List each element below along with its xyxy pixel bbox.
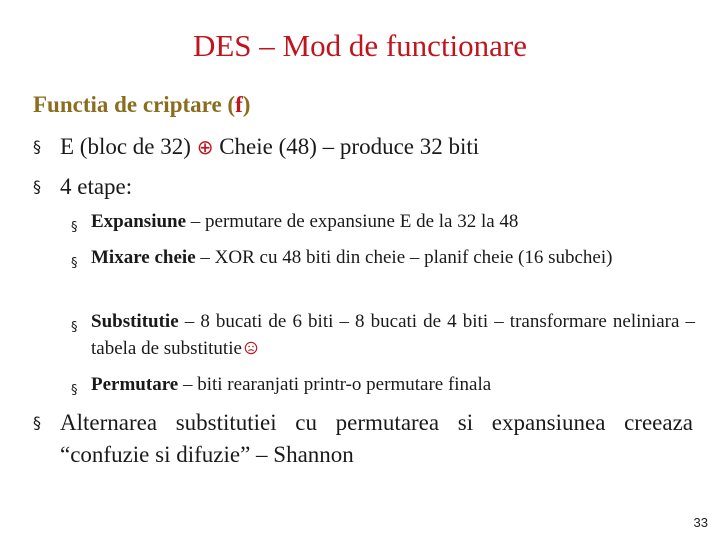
sub-bullet-text	[91, 371, 695, 398]
bullet-marker-icon: §	[71, 220, 78, 235]
bullet-item	[33, 131, 693, 163]
sub-bullet-term: Substitutie	[91, 311, 179, 332]
sub-bullet-desc: – 8 bucati de 6 biti – 8 bucati de 4 biti – transformare neliniara – tabela de substitutie	[91, 311, 695, 359]
sub-bullet-text	[91, 308, 695, 362]
xor-icon: ⊕	[196, 135, 214, 159]
sub-bullet-item	[71, 244, 695, 271]
bullet-marker-icon: §	[71, 320, 78, 335]
sub-bullet-term: Mixare cheie	[91, 247, 196, 268]
section-heading	[33, 90, 250, 120]
heading-suffix: )	[242, 92, 251, 117]
bullet-text-post: Cheie (48) – produce 32 biti	[213, 134, 480, 159]
bullet-marker-icon: §	[33, 413, 41, 432]
bullet-item	[33, 407, 693, 471]
bullet-marker-icon: §	[71, 383, 78, 398]
sad-face-icon	[244, 341, 258, 355]
sub-bullet-desc: – permutare de expansiune E de la 32 la 48	[186, 211, 519, 232]
heading-prefix: Functia de criptare (	[33, 92, 236, 117]
sub-bullet-item	[71, 208, 695, 235]
bullet-marker-icon: §	[71, 256, 78, 271]
heading-f: f	[235, 92, 243, 117]
sub-bullet-term: Expansiune	[91, 211, 187, 232]
bullet-item	[33, 171, 693, 203]
bullet-marker-icon: §	[33, 137, 41, 156]
page-number: 33	[693, 515, 708, 530]
bullet-text-pre: E (bloc de 32)	[60, 134, 197, 159]
sub-bullet-item	[71, 371, 695, 398]
sub-bullet-text	[91, 208, 695, 235]
bullet-marker-icon: §	[33, 177, 41, 196]
bullet-text	[60, 131, 693, 163]
sub-bullet-term: Permutare	[91, 374, 179, 395]
sub-bullet-desc: – biti rearanjati printr-o permutare finala	[178, 374, 492, 395]
bullet-text: Alternarea substitutiei cu permutarea si expansiunea creeaza “confuzie si difuzie” – Shannon	[60, 410, 693, 467]
bullet-text: 4 etape:	[60, 174, 133, 199]
slide-title: DES – Mod de functionare	[192, 28, 528, 63]
sub-bullet-desc: – XOR cu 48 biti din cheie – planif cheie (16 subchei)	[195, 247, 613, 268]
sub-bullet-text	[91, 244, 695, 271]
sub-bullet-item	[71, 308, 695, 362]
